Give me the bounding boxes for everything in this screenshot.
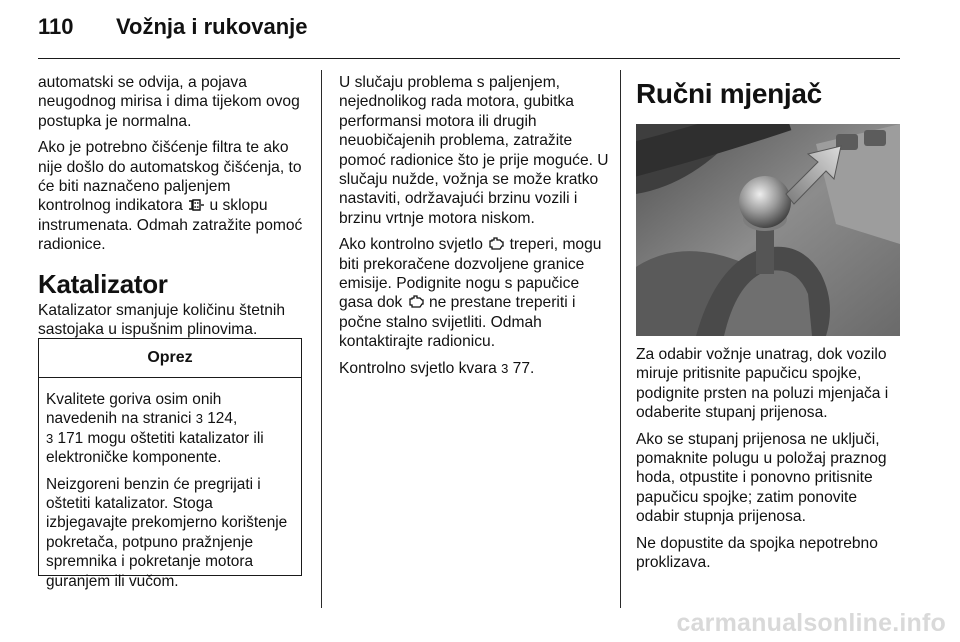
page-link-171[interactable]: 171 <box>57 429 84 447</box>
column-right <box>636 345 902 579</box>
caution-body <box>39 378 301 591</box>
caution-unburnt-fuel: Neizgoreni benzin će pregrijati i oštetiti katalizator. Stoga izbjegavajte prekomjerno korištenje pokretača, potpuno pražnjenje spremnika i pokretanje motora guranjem ili vučom. <box>46 475 288 590</box>
heading-rucni-mjenjac: Ručni mjenjač <box>636 78 822 109</box>
cross-reference-arrow-icon: 3 <box>195 411 203 427</box>
paragraph-reverse-selection: Za odabir vožnje unatrag, dok vozilo miruje pritisnite papučicu spojke, podignite prsten na poluzi mjenjača i odaberite stupanj prijenosa. <box>636 346 889 422</box>
engine-warning-icon <box>487 236 505 252</box>
column-divider-left <box>321 70 322 608</box>
caution-box <box>38 338 302 590</box>
page-link-124[interactable]: 124 <box>207 410 233 428</box>
cross-reference-arrow-icon: 3 <box>501 360 509 376</box>
engine-warning-icon <box>407 294 425 310</box>
gear-lever-photo <box>636 124 900 336</box>
watermark: carmanualsonline.info <box>676 609 946 637</box>
diesel-particle-filter-icon <box>187 197 205 213</box>
caution-fuel-quality: Kvalitete goriva osim onih navedenih na stranici 3 124, 3 171 mogu oštetiti katalizator ili elektroničke komponente. <box>46 391 264 467</box>
caution-title: Oprez <box>39 339 301 378</box>
paragraph-gear-not-engaged: Ako se stupanj prijenosa ne uključi, pomaknite polugu u položaj praznog hoda, otpustite i ponovno pritisnite papučicu spojke; zatim ponovite odabir stupnja prijenosa. <box>636 430 887 526</box>
cross-reference-arrow-icon: 3 <box>46 430 54 446</box>
column-divider-right <box>620 70 621 608</box>
page-link-77[interactable]: 77 <box>512 359 531 377</box>
paragraph-filter-indicator: Ako je potrebno čišćenje filtra te ako nije došlo do automatskog čišćenja, to će biti naznačeno paljenjem kontrolnog indikatora u sklopu instrumenata. Odmah zatražite pomoć radionice. <box>38 139 303 254</box>
column-middle <box>339 73 611 385</box>
column-left <box>38 73 306 346</box>
heading-katalizator: Katalizator <box>38 268 168 299</box>
page-number: 110 <box>38 14 74 39</box>
paragraph-catalyst-intro: Katalizator smanjuje količinu štetnih sastojaka u ispušnim plinovima. <box>38 301 286 339</box>
paragraph-clutch-slip: Ne dopustite da spojka nepotrebno proklizava. <box>636 534 878 572</box>
paragraph-malfunction-light: Kontrolno svjetlo kvara 3 77. <box>339 359 535 377</box>
gear-lever-illustration <box>636 124 900 336</box>
paragraph-indicator-flashing: Ako kontrolno svjetlo treperi, mogu biti prekoračene dozvoljene granice emisije. Podignite nogu s papučice gasa dok ne prestane treperiti i počne stalno svijetliti. Odmah kontaktirajte radionicu. <box>339 236 602 351</box>
paragraph-filter-cleaning-end: automatski se odvija, a pojava neugodnog mirisa i dima tijekom ovog postupka je normalna. <box>38 74 300 130</box>
paragraph-ignition-problems: U slučaju problema s paljenjem, nejednolikog rada motora, gubitka performansi motora ili drugih neuobičajenih problema, zatražite pomoć radionice što je prije moguće. U slučaju nužde, vožnja se može kratko nastaviti, održavajući brzinu vozili i brzinu vrtnje motora niskom. <box>339 74 609 227</box>
header-rule <box>38 58 900 59</box>
chapter-title: Vožnja i rukovanje <box>116 14 308 39</box>
